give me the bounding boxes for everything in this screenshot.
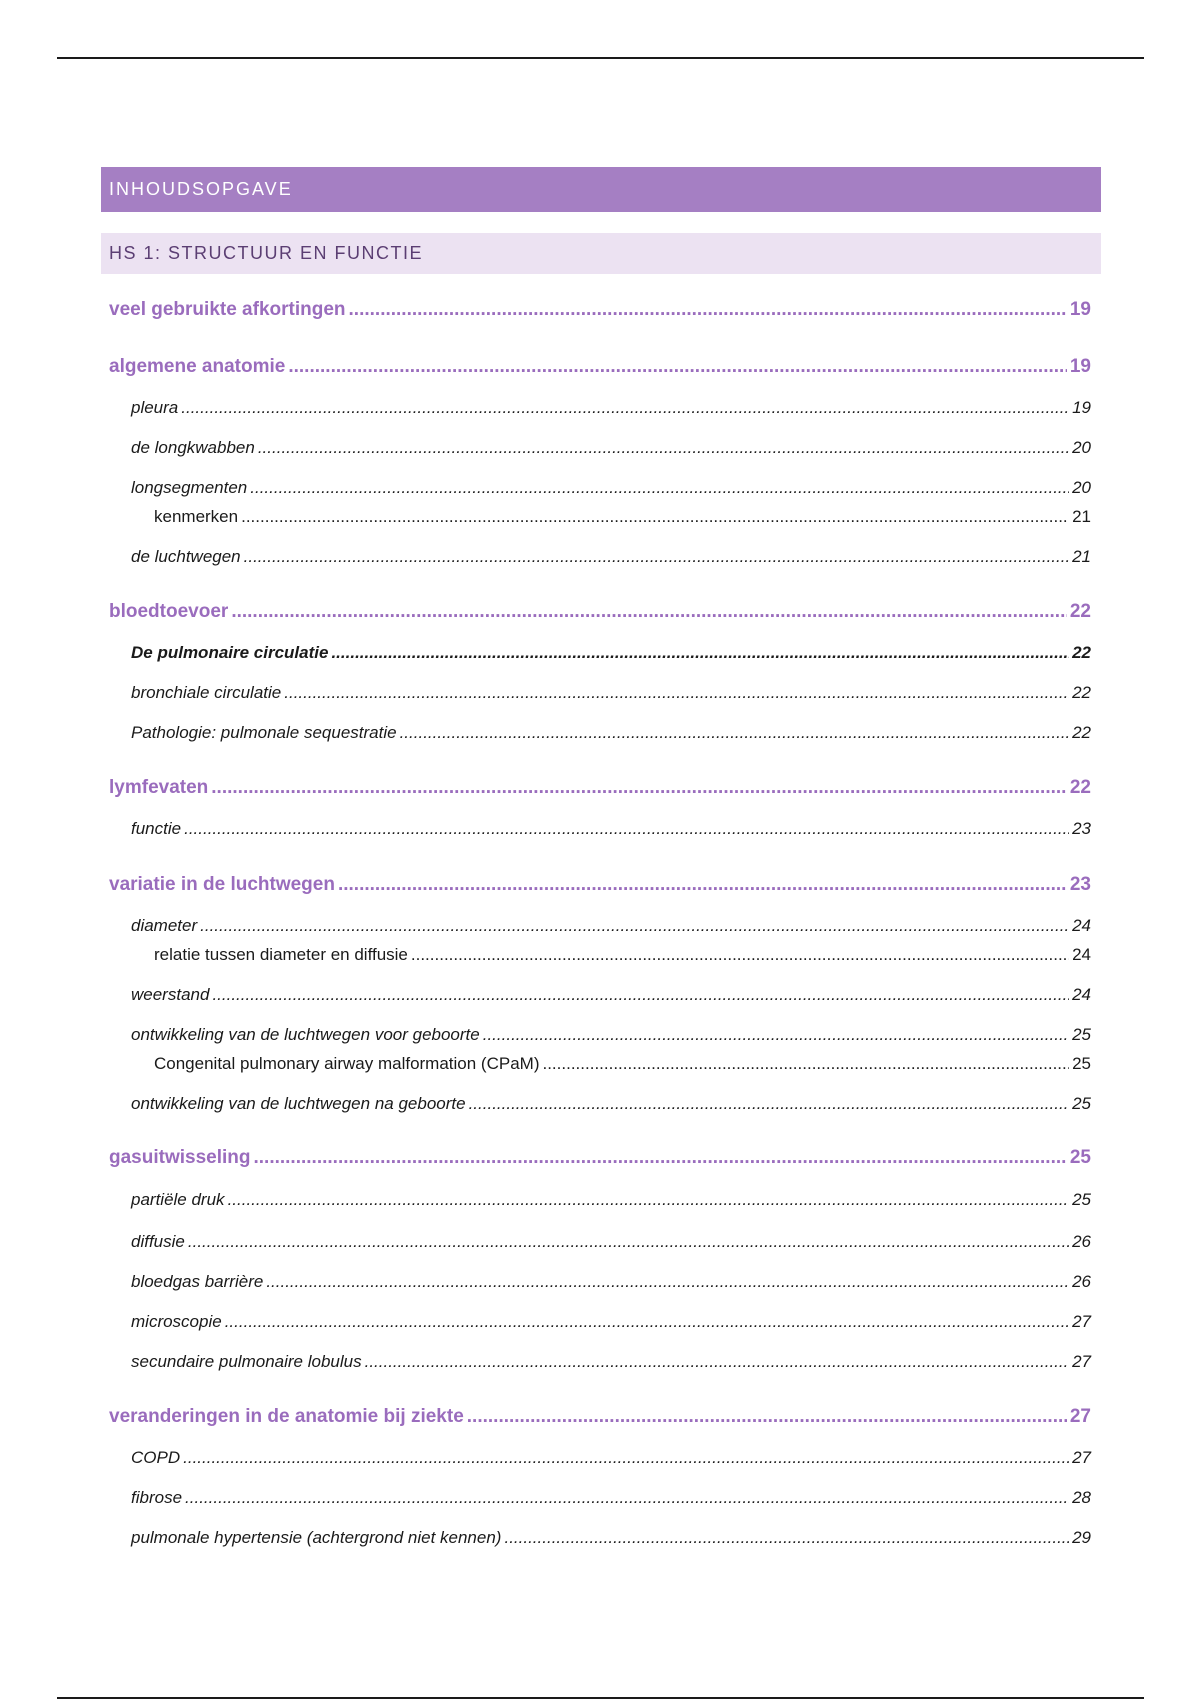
dot-leader: [185, 1488, 1069, 1508]
toc-entry-label: COPD: [131, 1448, 181, 1467]
toc-entry-page: 25: [1072, 1190, 1091, 1209]
toc-entry-label: de longkwabben: [131, 438, 255, 457]
toc-entry-page: 22: [1072, 683, 1091, 702]
dot-leader: [288, 356, 1067, 378]
dot-leader: [258, 438, 1069, 458]
dot-leader: [212, 985, 1069, 1005]
toc-entry-page: 24: [1072, 916, 1091, 935]
toc-entry-functie[interactable]: [131, 819, 1091, 839]
dot-leader: [181, 398, 1069, 418]
toc-entry-microscopie[interactable]: [131, 1312, 1091, 1332]
dot-leader: [338, 874, 1067, 896]
toc-entry-page: 21: [1072, 507, 1091, 526]
dot-leader: [284, 683, 1069, 703]
toc-entry-page: 25: [1072, 1094, 1091, 1113]
toc-entry-label: bloedtoevoer: [109, 601, 229, 622]
toc-entry-label: relatie tussen diameter en diffusie: [154, 945, 408, 964]
dot-leader: [250, 478, 1069, 498]
toc-entry-luchtwegen[interactable]: [131, 547, 1091, 567]
toc-entry-lymfevaten[interactable]: [109, 777, 1091, 799]
chapter-heading: HS 1: STRUCTUUR EN FUNCTIE: [101, 233, 1101, 274]
toc-entry-page: 27: [1072, 1312, 1091, 1331]
toc-entry-page: 25: [1072, 1054, 1091, 1073]
toc-entry-label: variatie in de luchtwegen: [109, 874, 335, 895]
dot-leader: [542, 1054, 1069, 1074]
toc-entry-pulmonale-hypertensie[interactable]: [131, 1528, 1091, 1548]
toc-entry-page: 22: [1069, 601, 1091, 622]
toc-entry-page: 25: [1069, 1147, 1091, 1168]
dot-leader: [184, 819, 1069, 839]
toc-entry-afkortingen[interactable]: [109, 299, 1091, 321]
toc-entry-ontwikkeling-na[interactable]: [131, 1094, 1091, 1114]
toc-entry-cpam[interactable]: [154, 1054, 1091, 1074]
toc-entry-page: 22: [1072, 723, 1091, 742]
toc-entry-label: fibrose: [131, 1488, 183, 1507]
toc-entry-algemene-anatomie[interactable]: [109, 356, 1091, 378]
toc-entry-kenmerken[interactable]: [154, 507, 1091, 527]
toc-entry-label: bloedgas barrière: [131, 1272, 264, 1291]
dot-leader: [400, 723, 1070, 743]
toc-entry-label: kenmerken: [154, 507, 239, 526]
toc-entry-label: De pulmonaire circulatie: [131, 643, 329, 662]
toc-entry-label: longsegmenten: [131, 478, 248, 497]
toc-entry-page: 27: [1072, 1448, 1091, 1467]
toc-entry-page: 27: [1072, 1352, 1091, 1371]
toc-entry-label: weerstand: [131, 985, 210, 1004]
toc-entry-label: de luchtwegen: [131, 547, 241, 566]
dot-leader: [244, 547, 1069, 567]
toc-entry-label: Pathologie: pulmonale sequestratie: [131, 723, 397, 742]
toc-entry-label: microscopie: [131, 1312, 222, 1331]
toc-entry-page: 26: [1072, 1232, 1091, 1251]
dot-leader: [225, 1312, 1069, 1332]
toc-entry-page: 22: [1072, 643, 1091, 662]
toc-entry-page: 20: [1072, 478, 1091, 497]
dot-leader: [411, 945, 1069, 965]
toc-entry-label: veranderingen in de anatomie bij ziekte: [109, 1406, 464, 1427]
toc-entry-label: partiële druk: [131, 1190, 225, 1209]
toc-entry-partiele-druk[interactable]: [131, 1190, 1091, 1210]
dot-leader: [231, 601, 1067, 623]
toc-entry-label: pulmonale hypertensie (achtergrond niet kennen): [131, 1528, 502, 1547]
toc-entry-label: bronchiale circulatie: [131, 683, 282, 702]
toc-entry-page: 19: [1069, 356, 1091, 377]
toc-entry-copd[interactable]: [131, 1448, 1091, 1468]
toc-entry-page: 23: [1072, 819, 1091, 838]
toc-entry-page: 19: [1069, 299, 1091, 320]
toc-entry-sequestratie[interactable]: [131, 723, 1091, 743]
toc-entry-label: diameter: [131, 916, 198, 935]
dot-leader: [241, 507, 1069, 527]
dot-leader: [188, 1232, 1069, 1252]
toc-entry-page: 25: [1072, 1025, 1091, 1044]
toc-entry-longkwabben[interactable]: [131, 438, 1091, 458]
toc-entry-bloedtoevoer[interactable]: [109, 601, 1091, 623]
toc-entry-page: 22: [1069, 777, 1091, 798]
toc-title: INHOUDSOPGAVE: [101, 167, 1101, 212]
dot-leader: [469, 1094, 1070, 1114]
toc-entry-variatie[interactable]: [109, 874, 1091, 896]
toc-entry-page: 20: [1072, 438, 1091, 457]
dot-leader: [365, 1352, 1069, 1372]
dot-leader: [200, 916, 1069, 936]
toc-entry-relatie-diameter-diffusie[interactable]: [154, 945, 1091, 965]
dot-leader: [504, 1528, 1069, 1548]
toc-entry-page: 24: [1072, 985, 1091, 1004]
dot-leader: [183, 1448, 1069, 1468]
toc-entry-label: ontwikkeling van de luchtwegen voor geboorte: [131, 1025, 480, 1044]
toc-entry-label: algemene anatomie: [109, 356, 286, 377]
toc-entry-label: pleura: [131, 398, 179, 417]
dot-leader: [349, 299, 1067, 321]
toc-entry-pulmonaire-circulatie[interactable]: [131, 643, 1091, 663]
footer-rule: [57, 1697, 1144, 1699]
toc-entry-lobulus[interactable]: [131, 1352, 1091, 1372]
toc-entry-page: 29: [1072, 1528, 1091, 1547]
dot-leader: [266, 1272, 1069, 1292]
toc-entry-label: gasuitwisseling: [109, 1147, 251, 1168]
toc-entry-weerstand[interactable]: [131, 985, 1091, 1005]
toc-entry-bronchiale-circulatie[interactable]: [131, 683, 1091, 703]
dot-leader: [253, 1147, 1066, 1169]
toc-entry-diffusie[interactable]: [131, 1232, 1091, 1252]
toc-entry-fibrose[interactable]: [131, 1488, 1091, 1508]
toc-entry-label: secundaire pulmonaire lobulus: [131, 1352, 362, 1371]
toc-entry-label: ontwikkeling van de luchtwegen na geboorte: [131, 1094, 466, 1113]
toc-entry-pleura[interactable]: [131, 398, 1091, 418]
dot-leader: [331, 643, 1069, 663]
header-rule: [57, 57, 1144, 59]
toc-entry-veranderingen[interactable]: [109, 1406, 1091, 1428]
dot-leader: [211, 777, 1067, 799]
toc-entry-longsegmenten[interactable]: [131, 478, 1091, 498]
dot-leader: [467, 1406, 1067, 1428]
dot-leader: [483, 1025, 1069, 1045]
toc-entry-page: 24: [1072, 945, 1091, 964]
toc-entry-diameter[interactable]: [131, 916, 1091, 936]
toc-entry-label: lymfevaten: [109, 777, 209, 798]
toc-entry-page: 26: [1072, 1272, 1091, 1291]
toc-entry-gasuitwisseling[interactable]: [109, 1147, 1091, 1169]
dot-leader: [228, 1190, 1070, 1210]
toc-entry-ontwikkeling-voor[interactable]: [131, 1025, 1091, 1045]
toc-entry-page: 21: [1072, 547, 1091, 566]
toc-entry-label: veel gebruikte afkortingen: [109, 299, 346, 320]
toc-entry-label: diffusie: [131, 1232, 185, 1251]
toc-entry-page: 28: [1072, 1488, 1091, 1507]
toc-entry-page: 19: [1072, 398, 1091, 417]
toc-entry-page: 23: [1069, 874, 1091, 895]
toc-entry-label: functie: [131, 819, 182, 838]
toc-entry-bloedgas-barriere[interactable]: [131, 1272, 1091, 1292]
toc-entry-page: 27: [1069, 1406, 1091, 1427]
toc-entry-label: Congenital pulmonary airway malformation (CPaM): [154, 1054, 540, 1073]
